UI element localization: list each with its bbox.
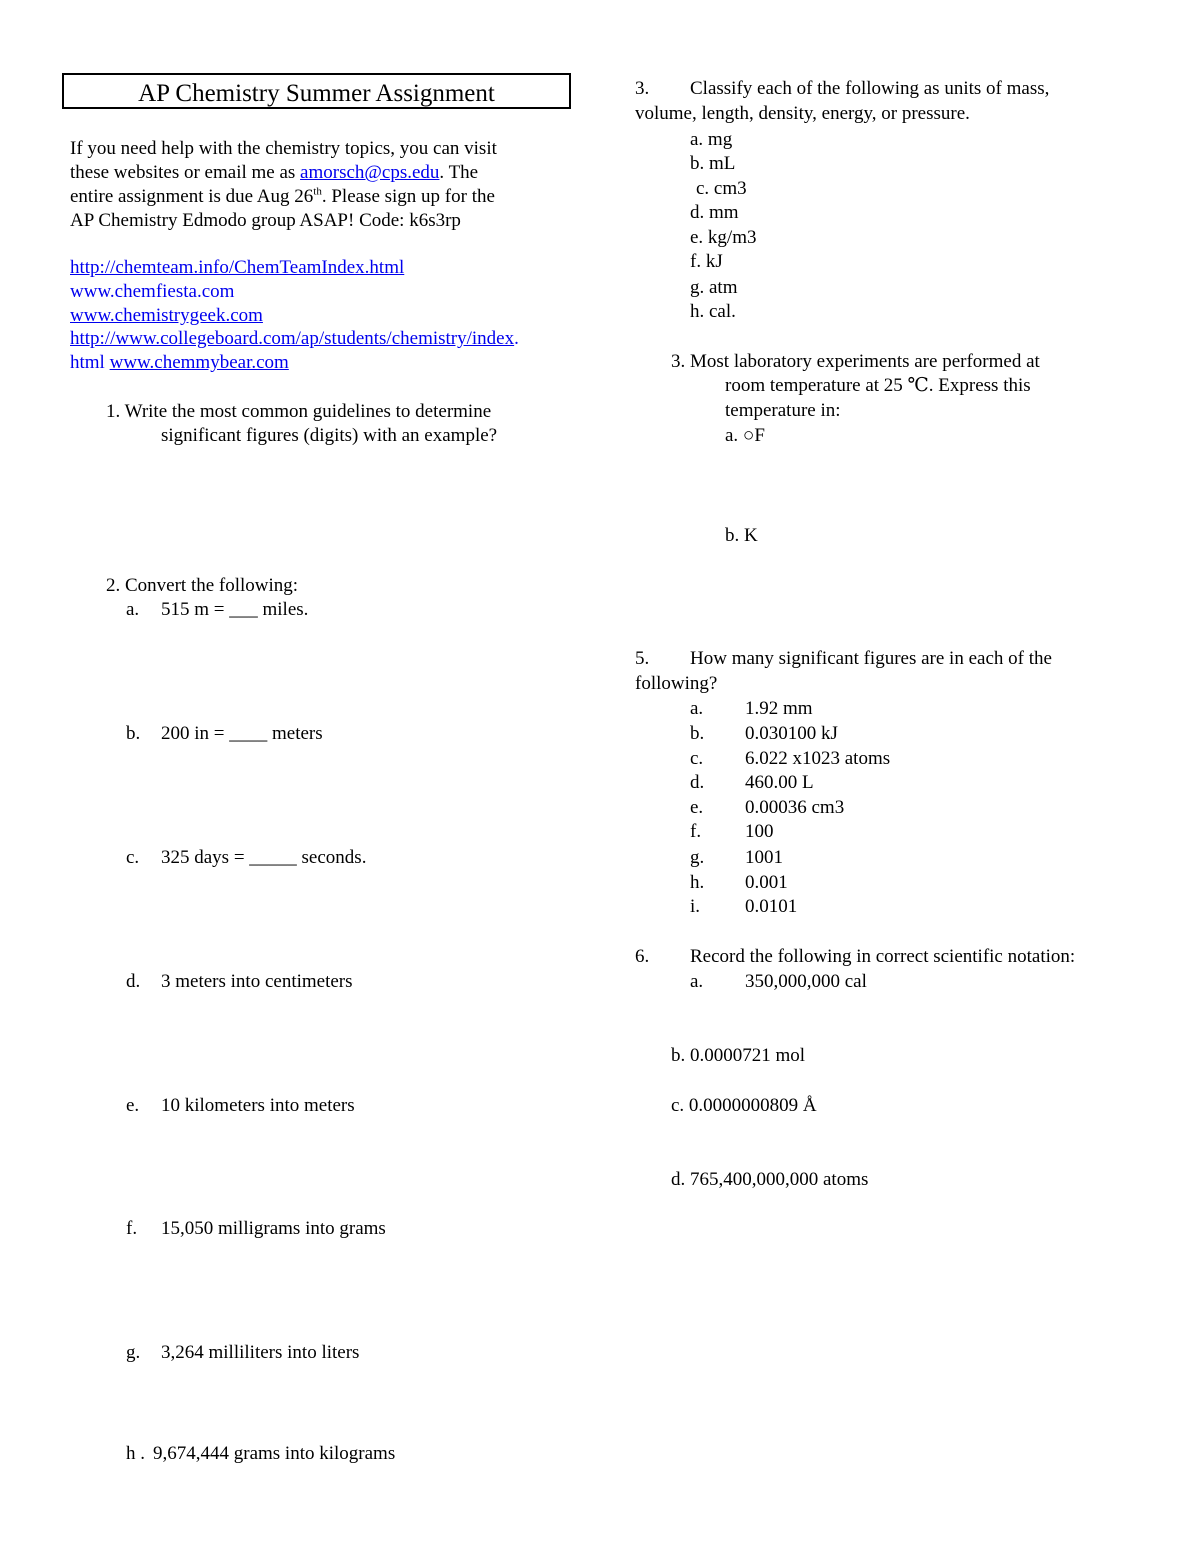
q2-item-text: 325 days = _____ seconds. xyxy=(161,847,367,868)
q5-item-letter: b. xyxy=(690,723,705,744)
q3-item: e. kg/m3 xyxy=(690,227,757,248)
link-chemfiesta[interactable]: www.chemfiesta.com xyxy=(70,281,235,302)
question-1-line-2: significant figures (digits) with an example? xyxy=(161,425,498,446)
q2-item-letter: f. xyxy=(126,1218,138,1239)
link-collegeboard-line xyxy=(70,327,519,351)
link-collegeboard[interactable]: http://www.collegeboard.com/ap/students/chemistry/index xyxy=(70,328,515,349)
question-1-line-1: 1. Write the most common guidelines to determine xyxy=(106,401,492,422)
question-6-line-1: Record the following in correct scientific notation: xyxy=(690,946,1076,967)
q2-item-text: 200 in = ____ meters xyxy=(161,723,323,744)
intro-line-4: AP Chemistry Edmodo group ASAP! Code: k6s3rp xyxy=(70,210,461,231)
temperature-question-line-3: temperature in: xyxy=(725,400,841,421)
link-collegeboard-dot[interactable]: . xyxy=(514,328,519,349)
q2-item-text: 10 kilometers into meters xyxy=(161,1095,355,1116)
question-6-number: 6. xyxy=(635,946,650,967)
q5-item-letter: c. xyxy=(690,748,704,769)
temperature-question-line-1: 3. Most laboratory experiments are performed at xyxy=(671,351,1040,372)
temperature-question-line-2: room temperature at 25 ℃. Express this xyxy=(725,375,1031,396)
link-chemistrygeek[interactable]: www.chemistrygeek.com xyxy=(70,305,263,326)
q5-item-text: 0.001 xyxy=(745,872,788,893)
q3-item: h. cal. xyxy=(690,301,736,322)
question-5-line-2: following? xyxy=(635,673,718,694)
q2-item-letter: b. xyxy=(126,723,141,744)
intro-line-2 xyxy=(70,161,478,185)
link-collegeboard-html[interactable]: html xyxy=(70,352,110,373)
q2-item-letter: d. xyxy=(126,971,141,992)
title-box xyxy=(62,73,571,109)
q5-item-text: 1001 xyxy=(745,847,783,868)
q6-item-b: b. 0.0000721 mol xyxy=(671,1045,806,1066)
q5-item-letter: d. xyxy=(690,772,705,793)
q3-item: c. cm3 xyxy=(696,178,747,199)
link-chemmybear[interactable]: www.chemmybear.com xyxy=(109,352,289,373)
q2-item-letter: a. xyxy=(126,599,140,620)
q5-item-text: 0.030100 kJ xyxy=(745,723,838,744)
link-chemteam[interactable]: http://chemteam.info/ChemTeamIndex.html xyxy=(70,257,405,278)
q3-item: g. atm xyxy=(690,277,738,298)
intro-line-2-text: these websites or email me as xyxy=(70,162,301,183)
due-date-text: entire assignment is due Aug 26 xyxy=(70,186,314,207)
q3-item: d. mm xyxy=(690,202,739,223)
q2-item-letter: c. xyxy=(126,847,140,868)
q5-item-text: 460.00 L xyxy=(745,772,814,793)
q2-item-text: 15,050 milligrams into grams xyxy=(161,1218,386,1239)
q2-item-text: 3 meters into centimeters xyxy=(161,971,353,992)
links-line-5 xyxy=(70,351,289,375)
q2-item-text: 9,674,444 grams into kilograms xyxy=(153,1443,396,1464)
q5-item-text: 6.022 x1023 atoms xyxy=(745,748,891,769)
q5-item-letter: g. xyxy=(690,847,705,868)
q6-item-d: d. 765,400,000,000 atoms xyxy=(671,1169,869,1190)
q3-item: f. kJ xyxy=(690,251,723,272)
q2-item-letter: h . xyxy=(126,1443,145,1464)
q2-item-text: 3,264 milliliters into liters xyxy=(161,1342,360,1363)
q5-item-text: 0.00036 cm3 xyxy=(745,797,845,818)
q5-item-text: 0.0101 xyxy=(745,896,798,917)
intro-line-3-end: . Please sign up for the xyxy=(321,186,495,207)
question-3-number: 3. xyxy=(635,78,650,99)
q2-item-text: 515 m = ___ miles. xyxy=(161,599,309,620)
q6-item-a-text: 350,000,000 cal xyxy=(745,971,867,992)
due-date-suffix: th xyxy=(313,185,322,198)
page-title: AP Chemistry Summer Assignment xyxy=(138,80,495,107)
q6-item-a-letter: a. xyxy=(690,971,704,992)
question-5-line-1: How many significant figures are in each of the xyxy=(690,648,1052,669)
q5-item-text: 100 xyxy=(745,821,774,842)
email-link[interactable]: amorsch@cps.edu xyxy=(300,162,440,183)
intro-line-1: If you need help with the chemistry topics, you can visit xyxy=(70,138,497,159)
temperature-item-a: a. ○F xyxy=(725,425,765,446)
q5-item-letter: h. xyxy=(690,872,705,893)
q5-item-letter: e. xyxy=(690,797,704,818)
q2-item-letter: g. xyxy=(126,1342,141,1363)
q5-item-text: 1.92 mm xyxy=(745,698,813,719)
temperature-item-b: b. K xyxy=(725,525,758,546)
q3-item: b. mL xyxy=(690,153,736,174)
q5-item-letter: a. xyxy=(690,698,704,719)
question-3-line-2: volume, length, density, energy, or pressure. xyxy=(635,103,970,124)
q5-item-letter: f. xyxy=(690,821,702,842)
question-3-line-1: Classify each of the following as units of mass, xyxy=(690,78,1050,99)
q3-item: a. mg xyxy=(690,129,733,150)
intro-line-3 xyxy=(70,185,495,209)
question-2-heading: 2. Convert the following: xyxy=(106,575,299,596)
q2-item-letter: e. xyxy=(126,1095,140,1116)
intro-line-2-end: . The xyxy=(439,162,479,183)
q5-item-letter: i. xyxy=(690,896,701,917)
q6-item-c: c. 0.0000000809 Å xyxy=(671,1095,817,1116)
question-5-number: 5. xyxy=(635,648,650,669)
